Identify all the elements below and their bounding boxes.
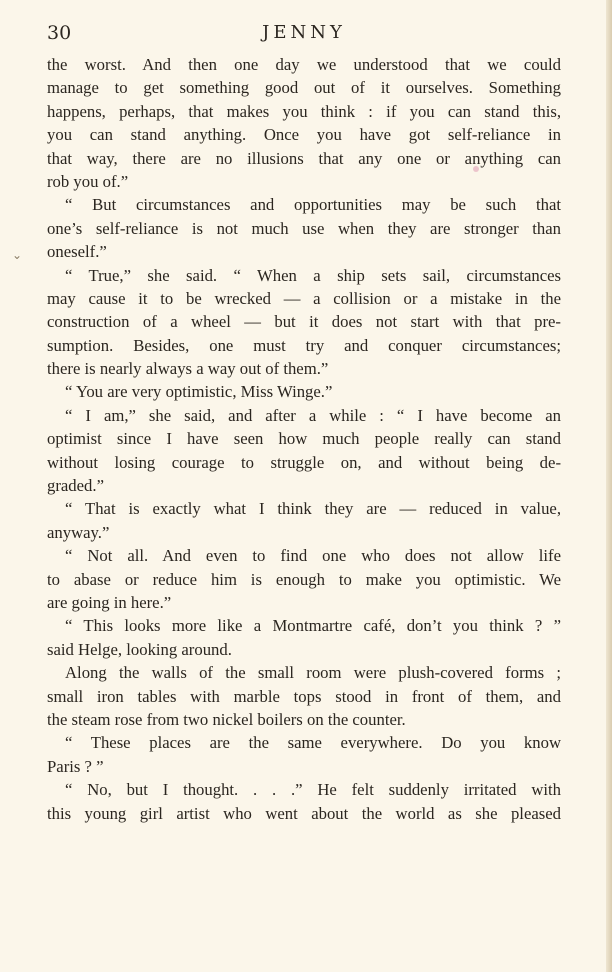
text-line: anyway.” bbox=[47, 522, 110, 542]
text-line: to abase or reduce him is enough to make you optimistic. We bbox=[47, 569, 561, 589]
page-edge bbox=[606, 0, 612, 972]
text-line: “ I am,” she said, and after a while : “ I have become an bbox=[65, 405, 561, 425]
text-line: “ No, but I thought. . . .” He felt suddenly irritated with bbox=[65, 780, 561, 800]
text-line: “ You are very optimistic, Miss Winge.” bbox=[65, 382, 333, 402]
text-line: optimist since I have seen how much people really can stand bbox=[47, 429, 561, 449]
text-line: Along the walls of the small room were plush-covered forms ; bbox=[65, 663, 561, 683]
text-line: manage to get something good out of it ourselves. Something bbox=[47, 78, 561, 98]
text-line: “ This looks more like a Montmartre café, don’t you think ? ” bbox=[65, 616, 561, 636]
text-line: rob you of.” bbox=[47, 171, 129, 191]
text-line: the worst. And then one day we understood that we could bbox=[47, 55, 561, 74]
running-title: JENNY bbox=[262, 22, 346, 43]
text-line: small iron tables with marble tops stood in front of them, and bbox=[47, 686, 561, 706]
text-line: “ True,” she said. “ When a ship sets sail, circumstances bbox=[65, 265, 561, 285]
text-line: sumption. Besides, one must try and conquer circumstances; bbox=[47, 335, 561, 355]
text-line: “ But circumstances and opportunities may be such that bbox=[65, 195, 561, 215]
text-line: without losing courage to struggle on, and without being de- bbox=[47, 452, 561, 472]
text-line: the steam rose from two nickel boilers on the counter. bbox=[47, 709, 406, 729]
text-line: “ Not all. And even to find one who does not allow life bbox=[65, 546, 561, 566]
text-line: that way, there are no illusions that any one or anything can bbox=[47, 148, 561, 168]
text-line: said Helge, looking around. bbox=[47, 639, 232, 659]
text-line: this young girl artist who went about the world as she pleased bbox=[47, 803, 561, 823]
page-header bbox=[47, 20, 561, 46]
page-number: 30 bbox=[47, 22, 72, 44]
text-line: you can stand anything. Once you have got self-reliance in bbox=[47, 125, 561, 145]
text-line: “ That is exactly what I think they are — reduced in value, bbox=[65, 499, 561, 519]
text-line: construction of a wheel — but it does not start with that pre- bbox=[47, 312, 561, 332]
text-line: “ These places are the same everywhere. Do you know bbox=[65, 733, 561, 753]
margin-mark: ⌄ bbox=[12, 248, 23, 262]
text-line: are going in here.” bbox=[47, 592, 172, 612]
text-line: one’s self-reliance is not much use when they are stronger than bbox=[47, 218, 561, 238]
text-line: there is nearly always a way out of them.” bbox=[47, 359, 329, 379]
text-line: Paris ? ” bbox=[47, 756, 104, 776]
body-text bbox=[47, 53, 561, 825]
text-line: happens, perhaps, that makes you think : if you can stand this, bbox=[47, 101, 561, 121]
text-line: oneself.” bbox=[47, 242, 107, 262]
text-line: graded.” bbox=[47, 476, 104, 496]
text-line: may cause it to be wrecked — a collision or a mistake in the bbox=[47, 288, 561, 308]
